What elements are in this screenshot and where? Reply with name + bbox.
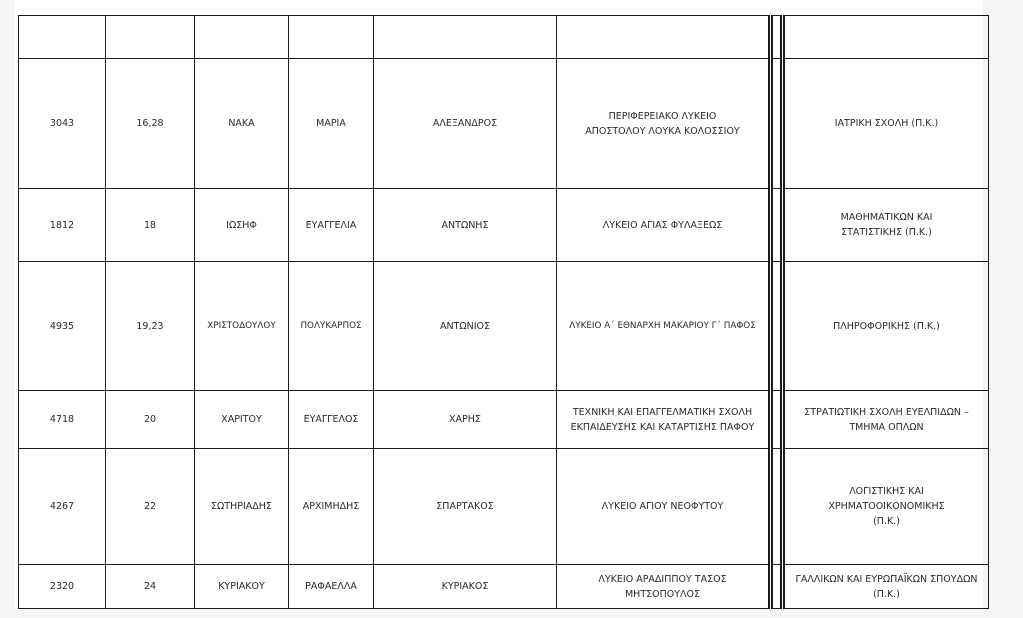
header-cell-empty [374,16,557,59]
cell-score: 16,28 [106,59,195,189]
header-cell-empty [19,16,106,59]
cell-gap [771,391,783,449]
header-cell-gap [771,16,783,59]
cell-school: ΤΕΧΝΙΚΗ ΚΑΙ ΕΠΑΓΓΕΛΜΑΤΙΚΗ ΣΧΟΛΗ ΕΚΠΑΙΔΕΥΣΗΣ ΚΑΙ ΚΑΤΑΡΤΙΣΗΣ ΠΑΦΟΥ [557,391,771,449]
cell-gap [771,262,783,391]
page-margin-left [0,0,14,618]
cell-surname: ΣΩΤΗΡΙΑΔΗΣ [195,449,289,565]
results-table [18,15,989,609]
cell-father-name: ΧΑΡΗΣ [374,391,557,449]
cell-father-name: ΣΠΑΡΤΑΚΟΣ [374,449,557,565]
cell-score: 22 [106,449,195,565]
cell-id: 2320 [19,565,106,609]
cell-score: 19,23 [106,262,195,391]
cell-name: ΑΡΧΙΜΗΔΗΣ [289,449,374,565]
table-row [19,189,989,262]
table-header-row [19,16,989,59]
header-cell-empty [289,16,374,59]
table-row [19,262,989,391]
cell-surname: ΝΑΚΑ [195,59,289,189]
cell-father-name: ΑΝΤΩΝΗΣ [374,189,557,262]
table-row [19,391,989,449]
cell-school: ΠΕΡΙΦΕΡΕΙΑΚΟ ΛΥΚΕΙΟ ΑΠΟΣΤΟΛΟΥ ΛΟΥΚΑ ΚΟΛΟΣΣΙΟΥ [557,59,771,189]
cell-id: 4718 [19,391,106,449]
table-row [19,565,989,609]
cell-department: ΓΑΛΛΙΚΩΝ ΚΑΙ ΕΥΡΩΠΑΪΚΩΝ ΣΠΟΥΔΩΝ (Π.Κ.) [783,565,989,609]
cell-id: 1812 [19,189,106,262]
cell-department: ΣΤΡΑΤΙΩΤΙΚΗ ΣΧΟΛΗ ΕΥΕΛΠΙΔΩΝ – ΤΜΗΜΑ ΟΠΛΩΝ [783,391,989,449]
cell-school: ΛΥΚΕΙΟ ΑΓΙΑΣ ΦΥΛΑΞΕΩΣ [557,189,771,262]
cell-surname: ΚΥΡΙΑΚΟΥ [195,565,289,609]
cell-department: ΛΟΓΙΣΤΙΚΗΣ ΚΑΙ ΧΡΗΜΑΤΟΟΙΚΟΝΟΜΙΚΗΣ (Π.Κ.) [783,449,989,565]
cell-school: ΛΥΚΕΙΟ ΑΡΑΔΙΠΠΟΥ ΤΑΣΟΣ ΜΗΤΣΟΠΟΥΛΟΣ [557,565,771,609]
cell-department: ΜΑΘΗΜΑΤΙΚΩΝ ΚΑΙ ΣΤΑΤΙΣΤΙΚΗΣ (Π.Κ.) [783,189,989,262]
cell-id: 3043 [19,59,106,189]
cell-id: 4935 [19,262,106,391]
cell-name: ΡΑΦΑΕΛΛΑ [289,565,374,609]
cell-id: 4267 [19,449,106,565]
cell-gap [771,59,783,189]
table-row [19,59,989,189]
cell-name: ΠΟΛΥΚΑΡΠΟΣ [289,262,374,391]
cell-department: ΠΛΗΡΟΦΟΡΙΚΗΣ (Π.Κ.) [783,262,989,391]
table-row [19,449,989,565]
cell-name: ΕΥΑΓΓΕΛΟΣ [289,391,374,449]
cell-gap [771,189,783,262]
cell-surname: ΧΑΡΙΤΟΥ [195,391,289,449]
cell-school: ΛΥΚΕΙΟ ΑΓΙΟΥ ΝΕΟΦΥΤΟΥ [557,449,771,565]
cell-father-name: ΑΛΕΞΑΝΔΡΟΣ [374,59,557,189]
header-cell-empty [557,16,771,59]
cell-score: 24 [106,565,195,609]
cell-school: ΛΥΚΕΙΟ Α΄ ΕΘΝΑΡΧΗ ΜΑΚΑΡΙΟΥ Γ΄ ΠΑΦΟΣ [557,262,771,391]
header-cell-empty [106,16,195,59]
header-cell-empty [783,16,989,59]
cell-father-name: ΚΥΡΙΑΚΟΣ [374,565,557,609]
cell-score: 20 [106,391,195,449]
cell-surname: ΧΡΙΣΤΟΔΟΥΛΟΥ [195,262,289,391]
cell-score: 18 [106,189,195,262]
page-margin-right [983,0,1023,618]
cell-gap [771,565,783,609]
cell-father-name: ΑΝΤΩΝΙΟΣ [374,262,557,391]
cell-name: ΕΥΑΓΓΕΛΙΑ [289,189,374,262]
page-margin-bottom [0,609,1023,618]
cell-name: ΜΑΡΙΑ [289,59,374,189]
cell-gap [771,449,783,565]
cell-surname: ΙΩΣΗΦ [195,189,289,262]
header-cell-empty [195,16,289,59]
cell-department: ΙΑΤΡΙΚΗ ΣΧΟΛΗ (Π.Κ.) [783,59,989,189]
